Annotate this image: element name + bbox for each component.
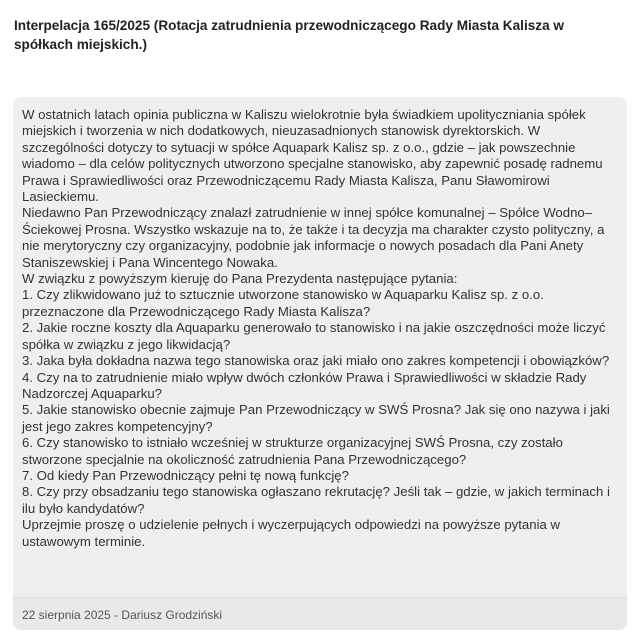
closing-paragraph: Uprzejmie proszę o udzielenie pełnych i wyczerpujących odpowiedzi na powyższe pytania w ustawowym terminie. [22,517,561,549]
interpellation-body [13,97,627,591]
question-5: 5. Jakie stanowisko obecnie zajmuje Pan Przewodniczący w SWŚ Prosna? Jak się ono nazywa i jaki jest jego zakres kompetencyjny? [22,402,610,434]
context-paragraph: Niedawno Pan Przewodniczący znalazł zatrudnienie w innej spółce komunalnej – Spółce Wodno–Ściekowej Prosna. Wszystko wskazuje na to, że także i ta decyzja ma charakter czysto polityczny, a nie merytoryczny czy organizacyjny, podobnie jak informacje o nowych posadach dla Pani Anety Staniszewskiej i Pana Wincentego Nowaka. [22,205,605,270]
date-author: 22 sierpnia 2025 - Dariusz Grodziński [22,608,223,622]
question-4: 4. Czy na to zatrudnienie miało wpływ dwóch członków Prawa i Sprawiedliwości w składzie Rady Nadzorczej Aquaparku? [22,369,587,401]
question-2: 2. Jakie roczne koszty dla Aquaparku generowało to stanowisko i na jakie oszczędności może liczyć spółka w związku z jego likwidacją? [22,320,606,352]
question-3: 3. Jaka była dokładna nazwa tego stanowiska oraz jaki miało ono zakres kompetencji i obowiązków? [22,353,610,369]
page-title: Interpelacja 165/2025 (Rotacja zatrudnienia przewodniczącego Rady Miasta Kalisza w spółkach miejskich.) [14,18,564,52]
intro-paragraph: W ostatnich latach opinia publiczna w Kaliszu wielokrotnie była świadkiem upolityczniania spółek miejskich i tworzenia w nich dodatkowych, nieuzasadnionych stanowisk dyrektorskich. W szczególności dotyczy to sytuacji w spółce Aquapark Kalisz sp. z o.o., gdzie – jak powszechnie wiadomo – dla celów politycznych utworzono specjalne stanowisko, aby zapewnić posadę radnemu Prawa i Sprawiedliwości oraz Przewodniczącemu Rady Miasta Kalisza, Panu Sławomirowi Lasieckiemu. [22,107,603,205]
question-7: 7. Od kiedy Pan Przewodniczący pełni tę nową funkcję? [22,467,349,483]
question-1: 1. Czy zlikwidowano już to sztucznie utworzone stanowisko w Aquaparku Kalisz sp. z o.o. przeznaczone dla Przewodniczącego Rady Miasta Kalisza? [22,287,544,319]
question-6: 6. Czy stanowisko to istniało wcześniej w strukturze organizacyjnej SWŚ Prosna, czy zostało stworzone specjalnie na okoliczność zatrudnienia Pana Przewodniczącego? [22,435,563,467]
question-8: 8. Czy przy obsadzaniu tego stanowiska ogłaszano rekrutację? Jeśli tak – gdzie, w jakich terminach i ilu było kandydatów? [22,484,610,516]
card-footer [13,597,627,630]
interpellation-card [13,97,627,630]
questions-intro: W związku z powyższym kieruję do Pana Prezydenta następujące pytania: [22,271,458,287]
